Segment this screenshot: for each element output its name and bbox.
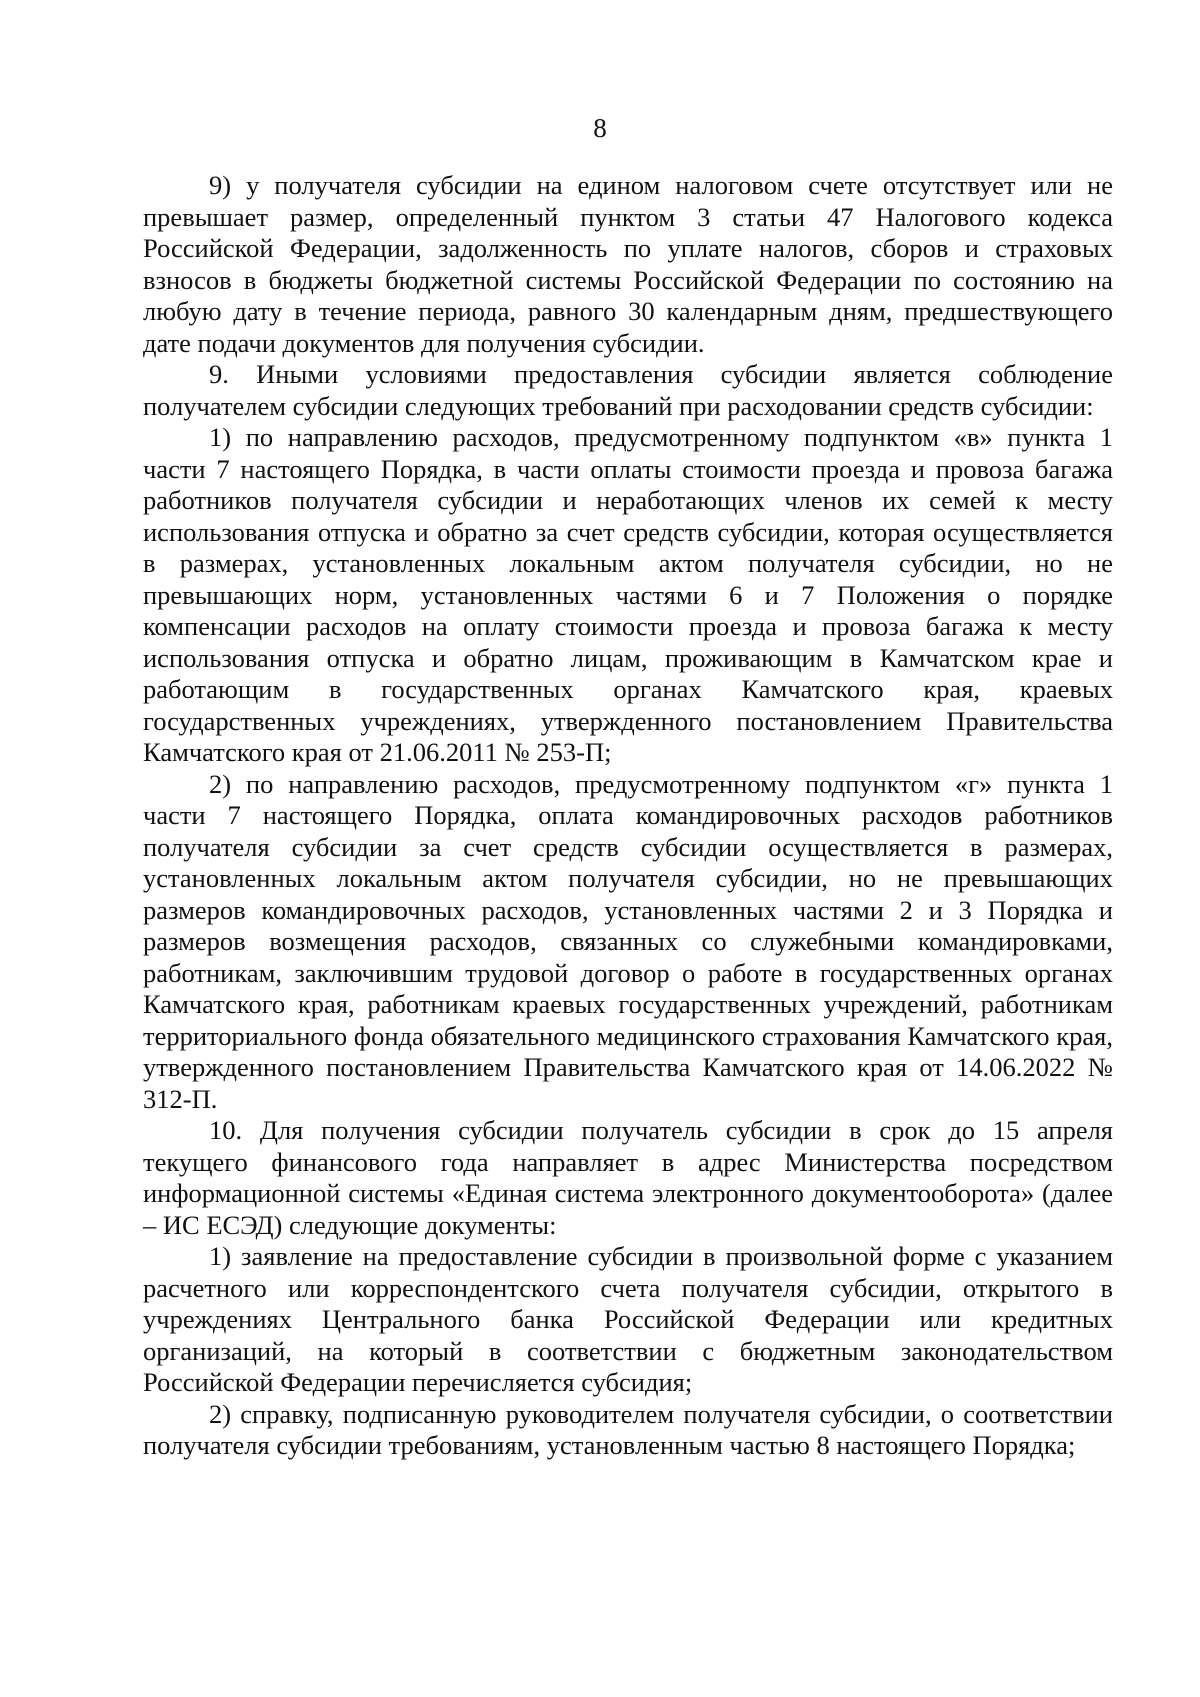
paragraph-section-9-conditions: 9. Иными условиями предоставления субсидии является соблюдение получателем субсидии следующих требований при расходовании средств субсидии: bbox=[143, 359, 1113, 421]
paragraph-item-9-tax-debt: 9) у получателя субсидии на едином налоговом счете отсутствует или не превышает размер, определенный пунктом 3 статьи 47 Налогового кодекса Российской Федерации, задолженность по уплате налогов, сборов и страховых взносов в бюджеты бюджетной системы Российской Федерации по состоянию на любую дату в течение периода, равного 30 календарным дням, предшествующего дате подачи документов для получения субсидии. bbox=[143, 170, 1113, 358]
page-number: 8 bbox=[593, 113, 607, 143]
paragraph-application: 1) заявление на предоставление субсидии в произвольной форме с указанием расчетного или корреспондентского счета получателя субсидии, открытого в учреждениях Центрального банка Российской Федерации или кредитных организаций, на который в соответствии с бюджетным законодательством Российской Федерации перечисляется субсидия; bbox=[143, 1241, 1113, 1397]
paragraph-section-10-documents: 10. Для получения субсидии получатель субсидии в срок до 15 апреля текущего финансового года направляет в адрес Министерства посредством информационной системы «Единая система электронного документооборота» (далее – ИС ЕСЭД) следующие документы: bbox=[143, 1115, 1113, 1240]
paragraph-certificate: 2) справку, подписанную руководителем получателя субсидии, о соответствии получателя субсидии требованиям, установленным частью 8 настоящего Порядка; bbox=[143, 1398, 1113, 1460]
document-body bbox=[143, 170, 1113, 1462]
paragraph-travel-expenses: 1) по направлению расходов, предусмотренному подпунктом «в» пункта 1 части 7 настоящего Порядка, в части оплаты стоимости проезда и провоза багажа работников получателя субсидии и неработающих членов их семей к месту использования отпуска и обратно за счет средств субсидии, которая осуществляется в размерах, установленных локальным актом получателя субсидии, но не превышающих норм, установленных частями 6 и 7 Положения о порядке компенсации расходов на оплату стоимости проезда и провоза багажа к месту использования отпуска и обратно лицам, проживающим в Камчатском крае и работающим в государственных органах Камчатского края, краевых государственных учреждениях, утвержденного постановлением Правительства Камчатского края от 21.06.2011 № 253-П; bbox=[143, 422, 1113, 767]
paragraph-business-trip-expenses: 2) по направлению расходов, предусмотренному подпунктом «г» пункта 1 части 7 настоящего Порядка, оплата командировочных расходов работников получателя субсидии за счет средств субсидии осуществляется в размерах, установленных локальным актом получателя субсидии, но не превышающих размеров командировочных расходов, установленных частями 2 и 3 Порядка и размеров возмещения расходов, связанных со служебными командировками, работникам, заключившим трудовой договор о работе в государственных органах Камчатского края, работникам краевых государственных учреждений, работникам территориального фонда обязательного медицинского страхования Камчатского края, утвержденного постановлением Правительства Камчатского края от 14.06.2022 № 312-П. bbox=[143, 768, 1113, 1114]
